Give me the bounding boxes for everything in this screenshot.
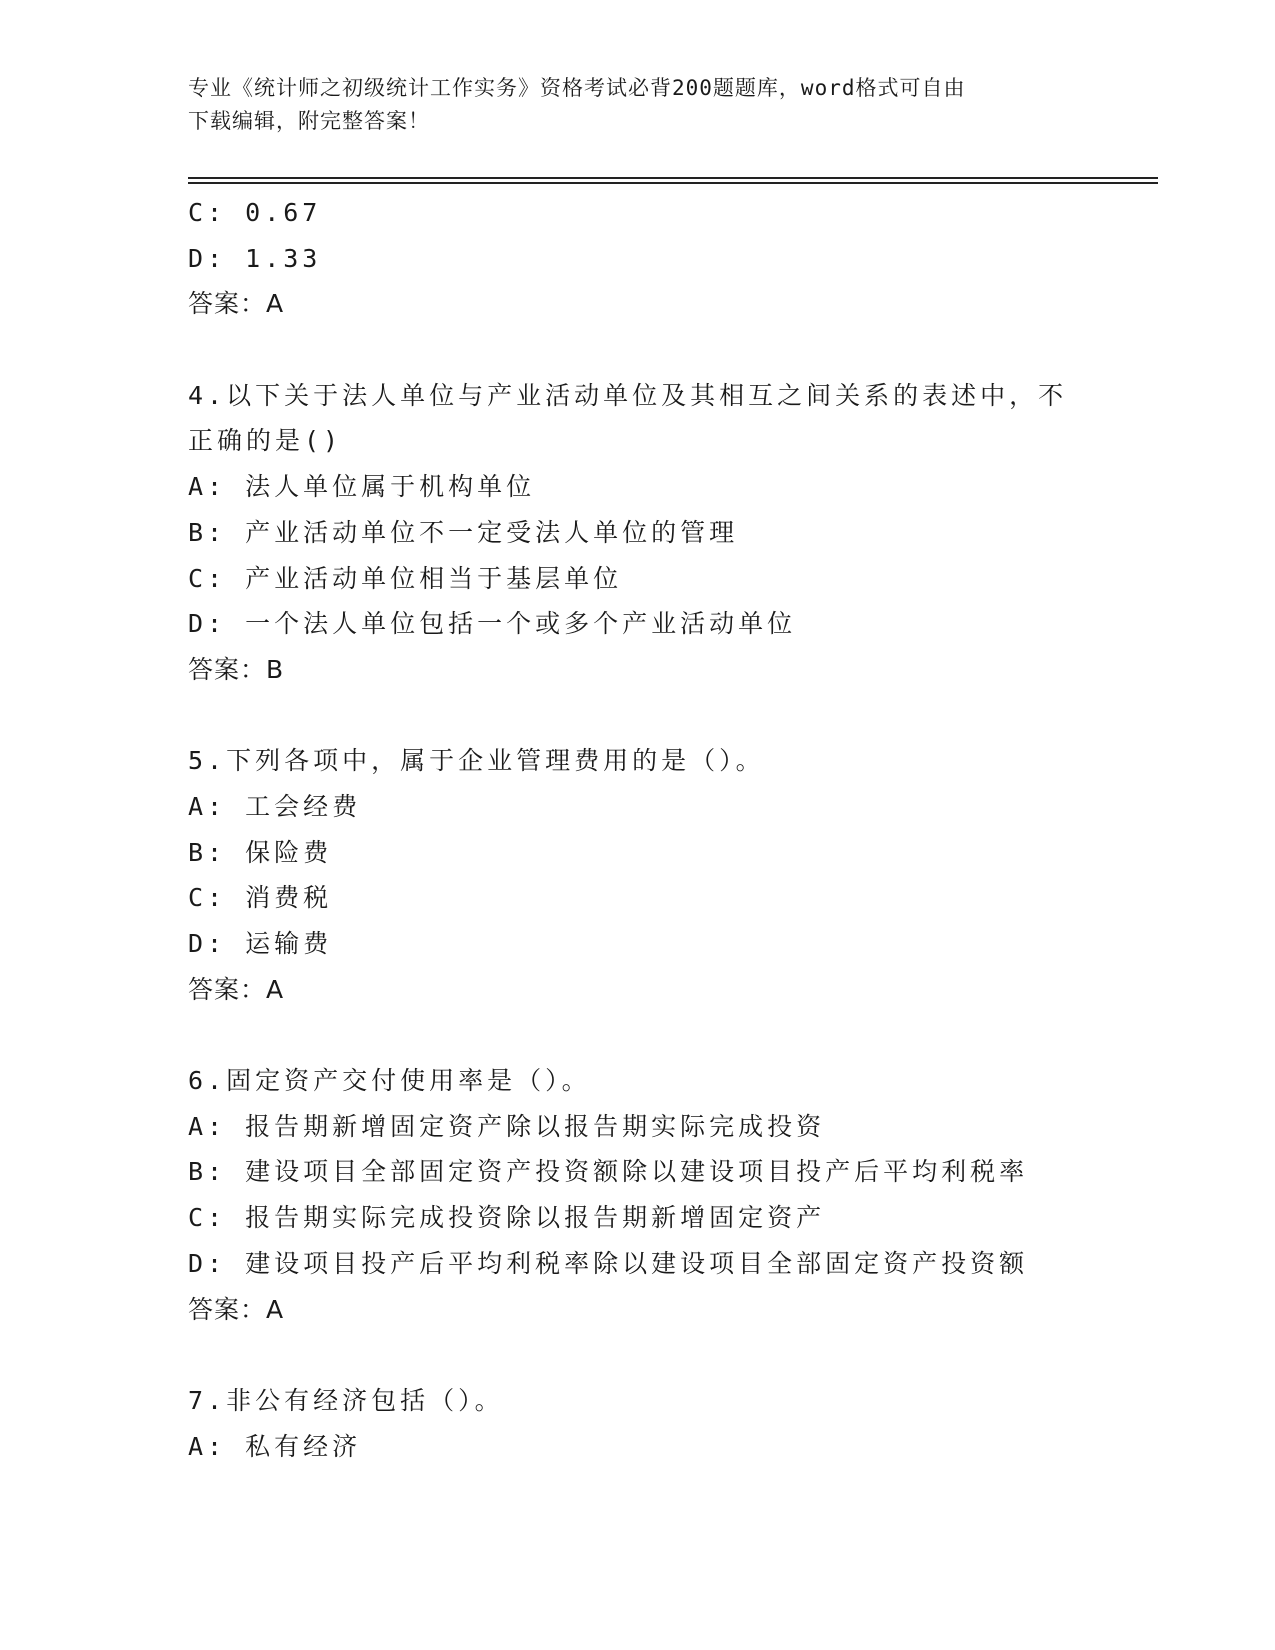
answer-line: 答案：A: [188, 1294, 285, 1324]
option-a: A: 法人单位属于机构单位: [188, 472, 536, 502]
answer-line: 答案：A: [188, 289, 285, 319]
answer-line: 答案：B: [188, 654, 285, 684]
answer-line: 答案：A: [188, 974, 285, 1004]
option-d: D: 1.33: [188, 243, 322, 273]
option-c: C: 消费税: [188, 883, 333, 913]
option-d: D: 一个法人单位包括一个或多个产业活动单位: [188, 609, 797, 639]
question-stem-line-1: 4.以下关于法人单位与产业活动单位及其相互之间关系的表述中，不: [188, 380, 1068, 410]
option-d: D: 建设项目投产后平均利税率除以建设项目全部固定资产投资额: [188, 1248, 1029, 1278]
header-line-1: 专业《统计师之初级统计工作实务》资格考试必背200题题库，word格式可自由: [188, 76, 966, 100]
option-c: C: 报告期实际完成投资除以报告期新增固定资产: [188, 1203, 826, 1233]
question-stem-line-2: 正确的是(): [188, 426, 343, 456]
option-a: A: 私有经济: [188, 1431, 362, 1461]
option-a: A: 工会经费: [188, 791, 362, 821]
document-header: [188, 72, 1088, 138]
header-line-2: 下载编辑，附完整答案！: [188, 109, 430, 133]
option-b: B: 建设项目全部固定资产投资额除以建设项目投产后平均利税率: [188, 1157, 1029, 1187]
question-stem: 7.非公有经济包括（）。: [188, 1385, 504, 1415]
question-4: [188, 373, 1088, 693]
header-divider-bottom: [188, 182, 1158, 184]
question-3-tail: [188, 190, 1088, 327]
option-b: B: 产业活动单位不一定受法人单位的管理: [188, 517, 739, 547]
header-divider-top: [188, 177, 1158, 179]
option-b: B: 保险费: [188, 837, 333, 867]
question-stem: 6.固定资产交付使用率是（）。: [188, 1066, 591, 1096]
question-list: [188, 190, 1088, 1469]
question-spacer: [188, 327, 1088, 373]
option-c: C: 0.67: [188, 198, 322, 227]
question-spacer: [188, 1012, 1088, 1058]
question-6: [188, 1058, 1088, 1332]
question-spacer: [188, 1332, 1088, 1378]
question-spacer: [188, 693, 1088, 739]
question-7: [188, 1378, 1088, 1469]
option-a: A: 报告期新增固定资产除以报告期实际完成投资: [188, 1111, 826, 1141]
question-stem: 5.下列各项中，属于企业管理费用的是（）。: [188, 746, 765, 776]
option-d: D: 运输费: [188, 929, 333, 958]
question-5: [188, 738, 1088, 1012]
option-c: C: 产业活动单位相当于基层单位: [188, 563, 623, 593]
